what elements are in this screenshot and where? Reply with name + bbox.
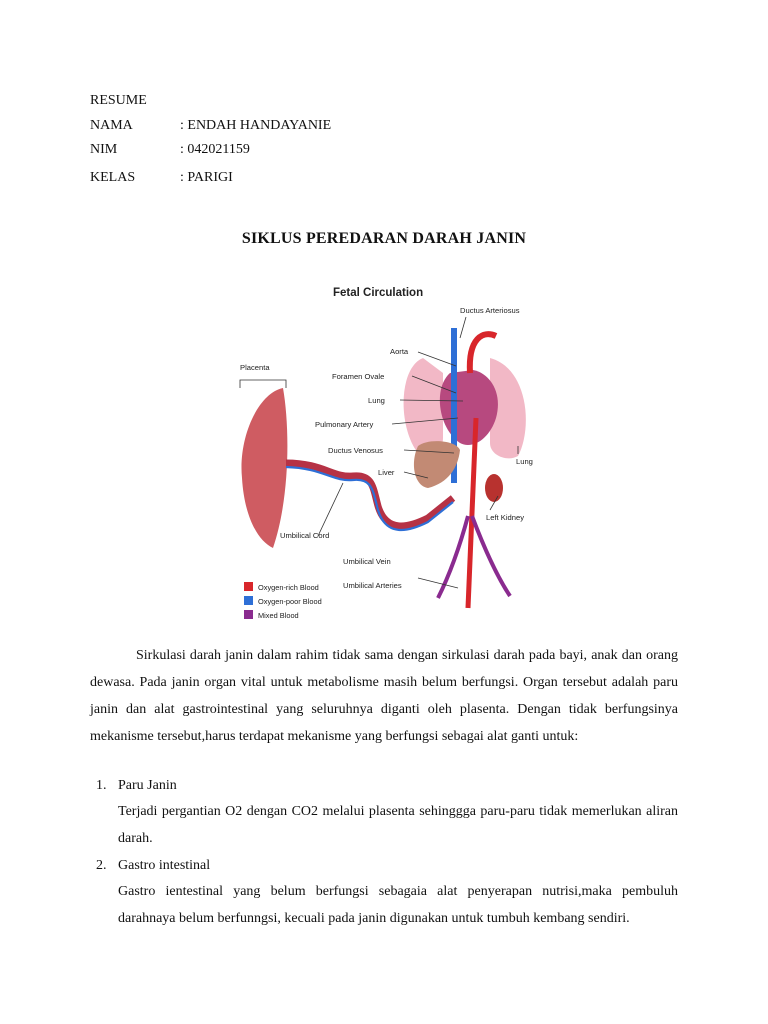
item-1-title: Paru Janin bbox=[118, 778, 177, 793]
kelas-label: KELAS bbox=[90, 170, 136, 185]
item-2-text: Gastro ientestinal yang belum berfungsi sebagaia alat penyerapan nutrisi,maka pembuluh darahnaya belum berfunngsi, kecuali pada janin digunakan untuk tumbuh kembang sendiri. bbox=[118, 884, 678, 926]
label-liver: Liver bbox=[378, 468, 395, 477]
item-2-title: Gastro intestinal bbox=[118, 858, 211, 873]
label-lung-right: Lung bbox=[516, 457, 533, 466]
figure-title: Fetal Circulation bbox=[333, 287, 424, 299]
umbilical-arteries-leader bbox=[418, 578, 458, 588]
right-iliac-vessel bbox=[472, 516, 510, 596]
placenta-bracket bbox=[240, 380, 286, 388]
lung-left-shape bbox=[404, 358, 443, 455]
label-foramen-ovale: Foramen Ovale bbox=[332, 372, 385, 381]
descending-aorta-vessel bbox=[468, 418, 476, 608]
label-ductus-arteriosus: Ductus Arteriosus bbox=[460, 306, 520, 315]
legend-swatch-mixed bbox=[244, 610, 253, 619]
label-umbilical-cord: Umbilical Cord bbox=[280, 531, 330, 540]
page-title: SIKLUS PEREDARAN DARAH JANIN bbox=[241, 230, 527, 247]
item-1-number: 1. bbox=[96, 778, 107, 793]
legend-label-oxygen-poor: Oxygen-poor Blood bbox=[258, 597, 322, 606]
legend-swatch-oxygen-rich bbox=[244, 582, 253, 591]
figure-legend bbox=[244, 582, 322, 620]
intro-paragraph bbox=[90, 642, 678, 750]
label-lung-top: Lung bbox=[368, 396, 385, 405]
nama-label: NAMA bbox=[90, 118, 133, 133]
label-ductus-venosus: Ductus Venosus bbox=[328, 446, 383, 455]
umbilical-cord-leader bbox=[318, 483, 343, 536]
nama-value: : ENDAH HANDAYANIE bbox=[180, 118, 332, 133]
kidney-shape bbox=[485, 474, 503, 502]
resume-heading: RESUME bbox=[90, 93, 147, 108]
nim-value: : 042021159 bbox=[180, 142, 250, 157]
item-1-text: Terjadi pergantian O2 dengan CO2 melalui plasenta sehinggga paru-paru tidak memerlukan aliran darah. bbox=[118, 804, 678, 846]
label-umbilical-arteries: Umbilical Arteries bbox=[343, 581, 402, 590]
label-placenta: Placenta bbox=[240, 363, 270, 372]
nim-label: NIM bbox=[90, 142, 118, 157]
kelas-value: : PARIGI bbox=[180, 170, 233, 185]
label-aorta: Aorta bbox=[390, 347, 409, 356]
placenta-shape bbox=[241, 388, 287, 548]
legend-swatch-oxygen-poor bbox=[244, 596, 253, 605]
legend-label-oxygen-rich: Oxygen-rich Blood bbox=[258, 583, 319, 592]
left-iliac-vessel bbox=[438, 516, 468, 598]
intro-text: Sirkulasi darah janin dalam rahim tidak sama dengan sirkulasi darah pada bayi, anak dan orang dewasa. Pada janin organ vital untuk metabolisme masih belum berfungsi. Organ tersebut adalah paru janin dan alat gastrointestinal yang seluruhnya diganti oleh plasenta. Dengan tidak berfungsinya mekanisme tersebut,harus terdapat mekanisme yang berfungsi sebagai alat ganti untuk: bbox=[90, 648, 678, 744]
label-umbilical-vein: Umbilical Vein bbox=[343, 557, 391, 566]
fetal-circulation-figure bbox=[228, 278, 548, 624]
ductus-arteriosus-leader bbox=[460, 317, 466, 338]
heart-shape bbox=[440, 370, 498, 445]
label-pulmonary-artery: Pulmonary Artery bbox=[315, 420, 374, 429]
label-left-kidney: Left Kidney bbox=[486, 513, 524, 522]
legend-label-mixed: Mixed Blood bbox=[258, 611, 299, 620]
item-2-number: 2. bbox=[96, 858, 107, 873]
